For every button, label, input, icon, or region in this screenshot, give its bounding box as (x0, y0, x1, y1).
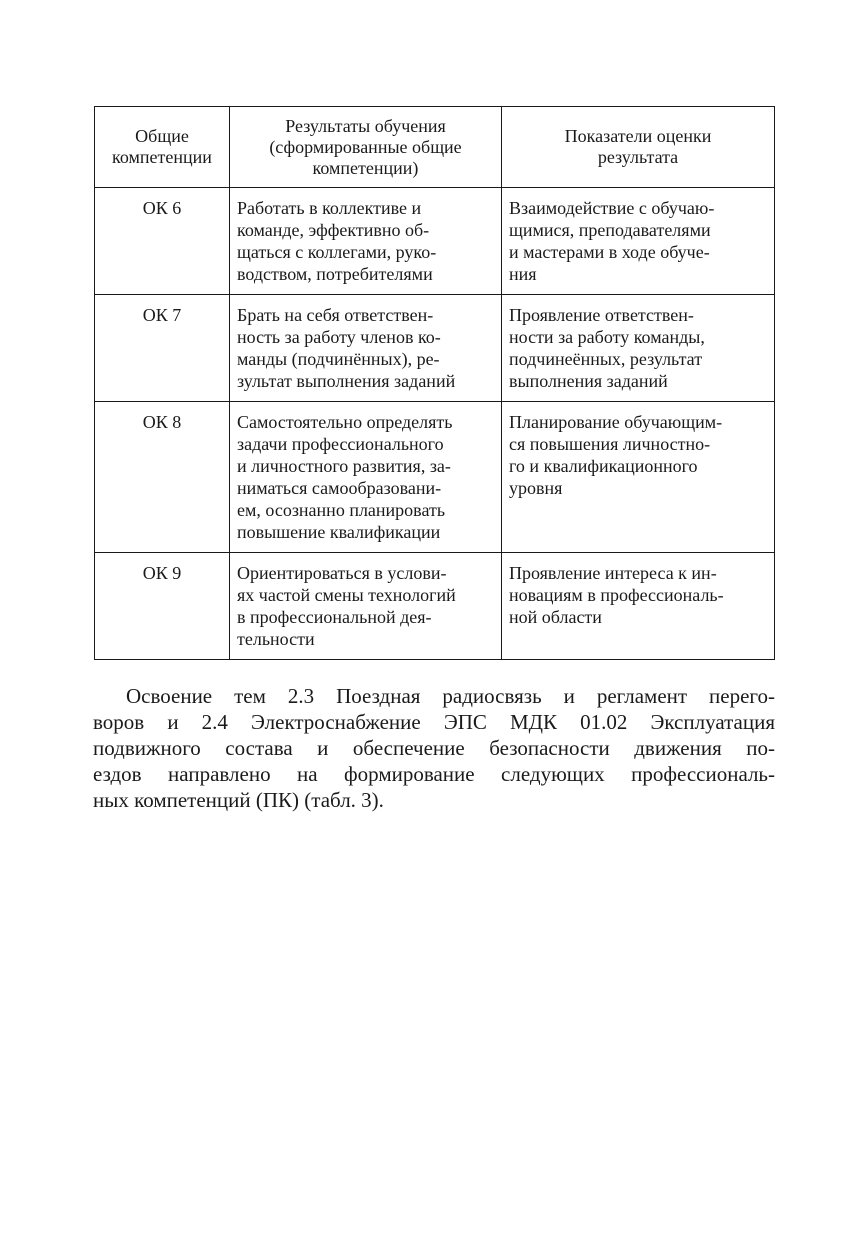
cell-text-line: ях частой смены технологий (237, 585, 456, 605)
header-text-line: компетенции) (312, 157, 419, 178)
cell-text-line: манды (подчинённых), ре- (237, 349, 440, 369)
paragraph-line: ных компетенций (ПК) (табл. 3). (93, 788, 384, 812)
cell-text-line: щимися, преподавателями (509, 220, 711, 240)
table-body (95, 188, 775, 660)
header-text-line: (сформированные общие (269, 136, 462, 157)
assessment-indicator-cell (502, 553, 775, 660)
body-paragraph (93, 683, 775, 813)
header-text-line: Результаты обучения (285, 115, 446, 136)
assessment-indicator-cell (502, 402, 775, 553)
table-header-row (95, 107, 775, 188)
cell-text-line: уровня (509, 478, 563, 498)
cell-text-line: Планирование обучающим- (509, 412, 723, 432)
competencies-table (94, 106, 775, 660)
cell-text-line: в профессиональной дея- (237, 607, 432, 627)
header-learning-results (230, 107, 502, 188)
cell-text-line: Проявление ответствен- (509, 305, 694, 325)
cell-text-line: ем, осознанно планировать (237, 500, 446, 520)
table-header (95, 107, 775, 188)
cell-text-line: го и квалификационного (509, 456, 698, 476)
cell-text-line: новациям в профессиональ- (509, 585, 724, 605)
assessment-indicator-cell (502, 295, 775, 402)
table-row (95, 295, 775, 402)
header-assessment-indicators (502, 107, 775, 188)
cell-text-line: тельности (237, 629, 315, 649)
cell-text-line: задачи профессионального (237, 434, 444, 454)
cell-text-line: Ориентироваться в услови- (237, 563, 447, 583)
cell-text-line: повышение квалификации (237, 522, 441, 542)
cell-text-line: и мастерами в ходе обуче- (509, 242, 710, 262)
cell-text-line: ности за работу команды, (509, 327, 705, 347)
cell-text-line: зультат выполнения заданий (237, 371, 456, 391)
header-general-competencies (95, 107, 230, 188)
learning-result-cell (230, 295, 502, 402)
cell-text-line: ность за работу членов ко- (237, 327, 441, 347)
cell-text-line: ся повышения личностно- (509, 434, 711, 454)
cell-text-line: и личностного развития, за- (237, 456, 451, 476)
header-text-line: Показатели оценки (564, 126, 712, 146)
cell-text-line: ниматься самообразовани- (237, 478, 442, 498)
cell-text-line: ния (509, 264, 537, 284)
competency-code: ОК 8 (95, 402, 230, 553)
learning-result-cell (230, 188, 502, 295)
cell-text-line: Работать в коллективе и (237, 198, 422, 218)
competency-code: ОК 6 (95, 188, 230, 295)
cell-text-line: щаться с коллегами, руко- (237, 242, 437, 262)
learning-result-cell (230, 402, 502, 553)
cell-text-line: Брать на себя ответствен- (237, 305, 434, 325)
header-text-line: результата (597, 147, 679, 167)
cell-text-line: ной области (509, 607, 602, 627)
table-row (95, 553, 775, 660)
paragraph-line: Освоение тем 2.3 Поездная радиосвязь и регламент перего- (126, 684, 775, 708)
header-text-line: компетенции (112, 147, 212, 167)
table-row (95, 188, 775, 295)
cell-text-line: подчинеённых, результат (509, 349, 703, 369)
assessment-indicator-cell (502, 188, 775, 295)
cell-text-line: команде, эффективно об- (237, 220, 430, 240)
cell-text-line: водством, потребителями (237, 264, 433, 284)
cell-text-line: Взаимодействие с обучаю- (509, 198, 715, 218)
cell-text-line: Проявление интереса к ин- (509, 563, 717, 583)
cell-text-line: выполнения заданий (509, 371, 668, 391)
paragraph-line: воров и 2.4 Электроснабжение ЭПС МДК 01.02 Эксплуатация (93, 710, 775, 734)
competency-code: ОК 9 (95, 553, 230, 660)
paragraph-line: подвижного состава и обеспечение безопасности движения по- (93, 736, 775, 760)
competency-code: ОК 7 (95, 295, 230, 402)
header-text-line: Общие (135, 126, 189, 146)
table-row (95, 402, 775, 553)
paragraph-line: ездов направлено на формирование следующих профессиональ- (93, 762, 775, 786)
learning-result-cell (230, 553, 502, 660)
cell-text-line: Самостоятельно определять (237, 412, 453, 432)
